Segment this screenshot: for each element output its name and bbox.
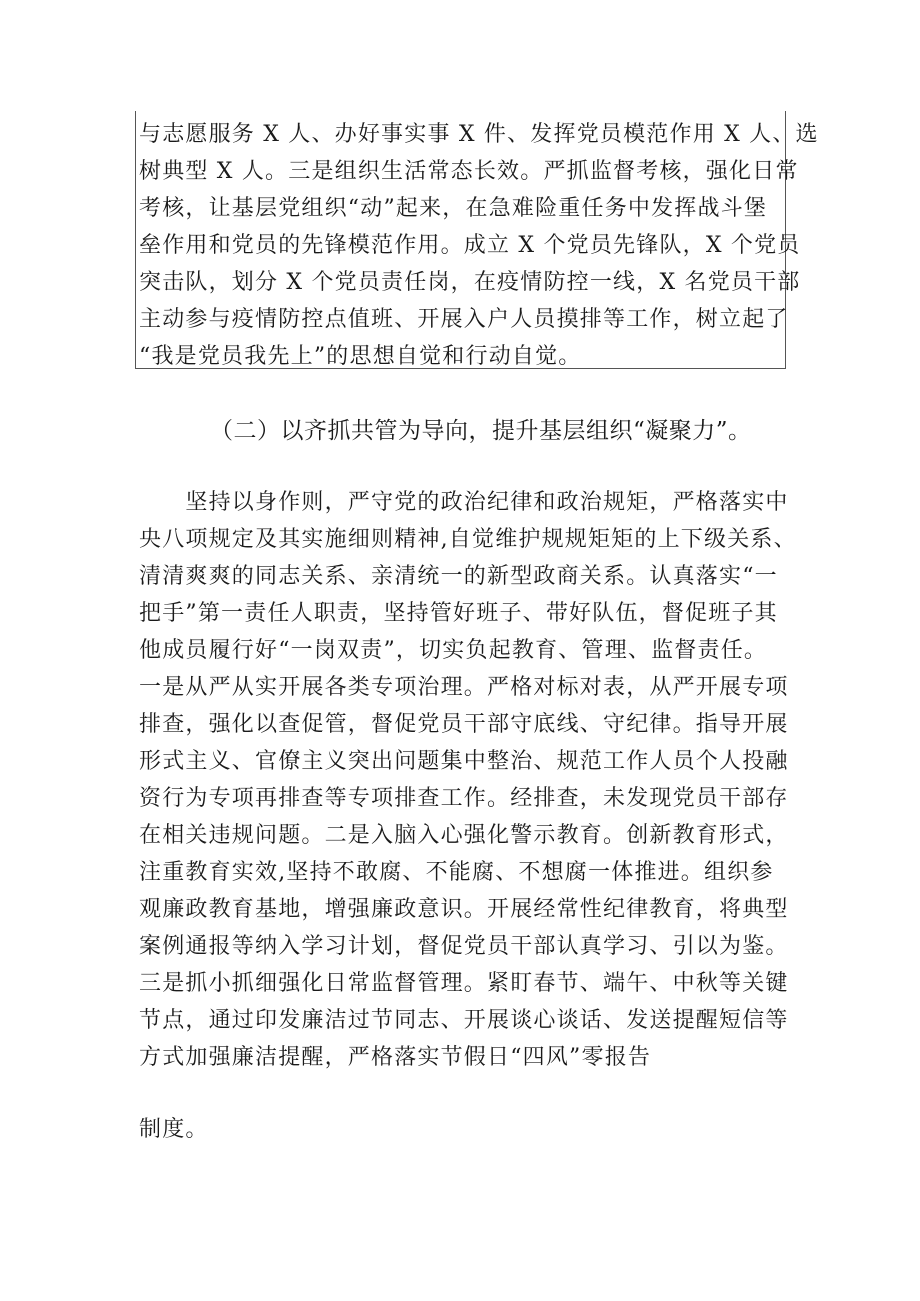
body-paragraph-line: 形式主义、官僚主义突出问题集中整治、规范工作人员个人投融 [139, 749, 789, 774]
boxed-paragraph-line: 垒作用和党员的先锋模范作用。成立 X 个党员先锋队，X 个党员 [139, 233, 801, 258]
body-paragraph-line: 央八项规定及其实施细则精神,自觉维护规规矩矩的上下级关系、 [139, 527, 797, 552]
boxed-paragraph-line: “我是党员我先上”的思想自觉和行动自觉。 [139, 344, 582, 369]
body-paragraph-line: 排查，强化以查促管，督促党员干部守底线、守纪律。指导开展 [139, 712, 789, 737]
body-paragraph-line: 三是抓小抓细强化日常监督管理。紧盯春节、端午、中秋等关键 [139, 971, 789, 996]
body-paragraph-line: 资行为专项再排查等专项排查工作。经排查，未发现党员干部存 [139, 786, 789, 811]
boxed-paragraph-line: 主动参与疫情防控点值班、开展入户人员摸排等工作，树立起了 [139, 307, 789, 332]
body-paragraph-line: 把手”第一责任人职责，坚持管好班子、带好队伍，督促班子其 [139, 601, 778, 626]
body-paragraph-line: 方式加强廉洁提醒，严格落实节假日“四风”零报告 [139, 1045, 652, 1070]
body-paragraph-line: 他成员履行好“一岗双责”，切实负起教育、管理、监督责任。 [139, 638, 768, 663]
trailing-line: 制度。 [139, 1117, 209, 1142]
boxed-paragraph-line: 树典型 X 人。三是组织生活常态长效。严抓监督考核，强化日常 [139, 159, 799, 184]
body-paragraph-line: 注重教育实效,坚持不敢腐、不能腐、不想腐一体推进。组织参 [139, 860, 774, 885]
boxed-paragraph-line: 考核，让基层党组织“动”起来，在急难险重任务中发挥战斗堡 [139, 196, 768, 221]
boxed-paragraph-line: 与志愿服务 X 人、办好事实事 X 件、发挥党员模范作用 X 人、选 [139, 122, 819, 147]
body-paragraph-line: 案例通报等纳入学习计划，督促党员干部认真学习、引以为鉴。 [139, 934, 789, 959]
body-paragraph-line: 在相关违规问题。二是入脑入心强化警示教育。创新教育形式， [139, 823, 789, 848]
section-heading: （二）以齐抓共管为导向，提升基层组织“凝聚力”。 [210, 418, 752, 444]
body-paragraph-line: 清清爽爽的同志关系、亲清统一的新型政商关系。认真落实“一 [139, 564, 778, 589]
body-paragraph-line: 一是从严从实开展各类专项治理。严格对标对表，从严开展专项 [139, 675, 789, 700]
body-paragraph-line: 节点，通过印发廉洁过节同志、开展谈心谈话、发送提醒短信等 [139, 1008, 789, 1033]
body-paragraph-line: 观廉政教育基地，增强廉政意识。开展经常性纪律教育，将典型 [139, 897, 789, 922]
boxed-paragraph-line: 突击队，划分 X 个党员责任岗，在疫情防控一线，X 名党员干部 [139, 270, 801, 295]
body-paragraph-line: 坚持以身作则，严守党的政治纪律和政治规矩，严格落实中 [139, 490, 789, 515]
